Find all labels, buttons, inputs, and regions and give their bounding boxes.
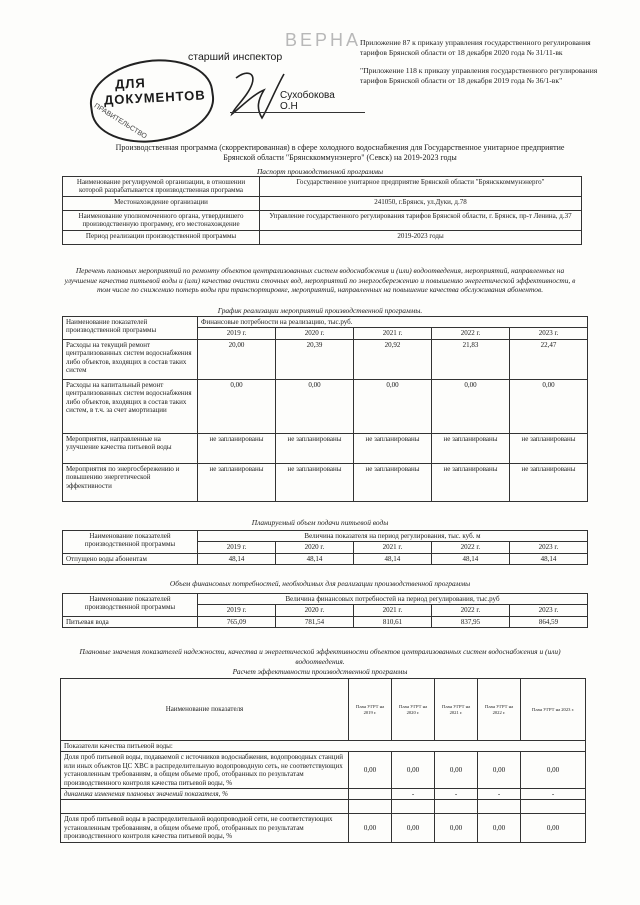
volume-header-left: Наименование показателей производственной программы [63, 531, 198, 554]
measure-value: не запланированы [276, 463, 354, 501]
measures-title: Перечень плановых мероприятий по ремонту объектов централизованных систем водоснабжения и (или) водоотведения, мероприятий, направленных на улучшение качества питьевой воды и (или) качества очистки сточных вод, мероприятий по энергосбережению и повышению энергетической эффективности, в том числе по снижению потерь воды при транспортировке, мероприятий, направленных на повышение качества обслуживания абонентов. [64, 266, 576, 295]
passport-value: Государственное унитарное предприятие Брянской области "Брянсккоммунэнерго" [260, 177, 582, 197]
finance-title: Объем финансовых потребностей, необходимых для реализации производственной программы [169, 579, 471, 588]
indicator-name: Доля проб питьевой воды в распределительной водопроводной сети, не соответствующих установленным требованиям, в общем объеме проб, отобранных по результатам производственного контроля качества питьевой воды, % [61, 814, 349, 842]
indicator-value: 0,00 [349, 814, 392, 842]
indicator-spacer [349, 800, 392, 814]
table-row [61, 788, 586, 799]
for-documents-stamp-line2: ДОКУМЕНТОВ [103, 87, 207, 108]
measure-value: 21,83 [432, 339, 510, 379]
table-row [61, 814, 586, 842]
finance-value: 765,09 [198, 616, 276, 627]
year-header: 2020 г. [275, 605, 353, 616]
table-row [63, 594, 588, 605]
table-row [63, 379, 588, 433]
measure-value: 0,00 [354, 379, 432, 433]
table-row [61, 752, 586, 789]
table-row [61, 800, 586, 814]
indicator-value: 0,00 [478, 814, 521, 842]
indicator-dynamics-value [349, 788, 392, 799]
indicator-dynamics-value: - [435, 788, 478, 799]
efficiency-calc-title: Расчет эффективности производственной программы [232, 667, 408, 676]
stamp-rim-text: ПРАВИТЕЛЬСТВО [92, 102, 148, 141]
table-row [63, 339, 588, 379]
table-row [63, 433, 588, 463]
year-header: 2022 г. [432, 328, 510, 339]
measure-value: 0,00 [276, 379, 354, 433]
table-row [63, 553, 588, 564]
year-header: 2020 г. [276, 328, 354, 339]
indicator-dynamics-name: динамика изменения плановых значений показателя, % [61, 788, 349, 799]
for-documents-stamp-line1: ДЛЯ [114, 75, 147, 92]
passport-label: Наименование уполномоченного органа, утвердившего производственную программу, его местонахождение [63, 210, 260, 230]
verna-watermark: ВЕРНА [285, 30, 362, 50]
measure-value: не запланированы [354, 463, 432, 501]
appendix-note-2: "Приложение 118 к приказу управления государственного регулирования тарифов Брянской области от 18 декабря 2019 года № 36/1-вк" [360, 65, 598, 85]
indicator-header-name: Наименование показателя [61, 679, 349, 741]
volume-value: 48,14 [509, 553, 587, 564]
finance-table [62, 593, 588, 628]
table-row [63, 463, 588, 501]
passport-label: Местонахождение организации [63, 196, 260, 210]
indicator-year-header: План УГРТ на 2021 г. [435, 679, 478, 741]
indicator-value: 0,00 [478, 752, 521, 789]
indicator-dynamics-value: - [392, 788, 435, 799]
measure-value: не запланированы [276, 433, 354, 463]
signer-name: Сухобокова О.Н [280, 90, 335, 112]
measure-value: 0,00 [198, 379, 276, 433]
finance-header-right: Величина финансовых потребностей на период регулирования, тыс.руб [198, 594, 588, 605]
finance-value: 781,54 [275, 616, 353, 627]
measure-name: Расходы на текущий ремонт централизованных систем водоснабжения либо объектов, входящих в состав таких систем [63, 339, 198, 379]
measure-value: не запланированы [354, 433, 432, 463]
table-row [63, 317, 588, 328]
measures-header-right: Финансовые потребности на реализацию, тыс.руб. [198, 317, 588, 328]
year-header: 2019 г. [198, 328, 276, 339]
table-row [63, 177, 582, 197]
finance-value: 810,61 [353, 616, 431, 627]
schedule-title: График реализации мероприятий производственной программы. [217, 306, 423, 315]
table-row [63, 210, 582, 230]
finance-row-name: Питьевая вода [63, 616, 198, 627]
indicators-table [60, 678, 586, 843]
measures-header-left: Наименование показателей производственной программы [63, 317, 198, 340]
indicator-value: 0,00 [392, 752, 435, 789]
volume-value: 48,14 [275, 553, 353, 564]
measure-value: 20,39 [276, 339, 354, 379]
appendix-notes [360, 38, 605, 93]
measure-value: 0,00 [510, 379, 588, 433]
indicator-value: 0,00 [392, 814, 435, 842]
finance-value: 837,95 [431, 616, 509, 627]
passport-value: 241050, г.Брянск, ул.Дуки, д.78 [260, 196, 582, 210]
volume-value: 48,14 [431, 553, 509, 564]
year-header: 2019 г. [198, 542, 276, 553]
indicator-value: 0,00 [521, 752, 586, 789]
indicator-dynamics-value: - [478, 788, 521, 799]
year-header: 2021 г. [353, 542, 431, 553]
measure-value: 20,92 [354, 339, 432, 379]
indicator-year-header: План УГРТ на 2020 г. [392, 679, 435, 741]
indicator-value: 0,00 [521, 814, 586, 842]
table-row [61, 679, 586, 741]
table-row [63, 616, 588, 627]
volume-title: Планируемый объем подачи питьевой воды [251, 518, 389, 527]
passport-value: Управление государственного регулирования тарифов Брянской области, г. Брянск, пр-т Ленина, д.37 [260, 210, 582, 230]
indicator-value: 0,00 [349, 752, 392, 789]
appendix-note-1: Приложение 87 к приказу управления государственного регулирования тарифов Брянской области от 18 декабря 2020 года № 31/11-вк [360, 38, 591, 58]
year-header: 2023 г. [509, 605, 587, 616]
measure-value: 20,00 [198, 339, 276, 379]
volume-row-name: Отпущено воды абонентам [63, 553, 198, 564]
indicator-spacer [392, 800, 435, 814]
indicator-section-title: Показатели качества питьевой воды: [61, 741, 586, 752]
inspector-title: старший инспектор [188, 51, 283, 63]
year-header: 2023 г. [510, 328, 588, 339]
indicator-name: Доля проб питьевой воды, подаваемой с источников водоснабжения, водопроводных станций или иных объектов ЦС ХВС в распределительную водопроводную сеть, не соответствующих установленным требованиям, в общем объеме проб, отобранных по результатам производственного контроля качества питьевой воды, % [61, 752, 349, 789]
indicator-value: 0,00 [435, 752, 478, 789]
indicator-spacer [478, 800, 521, 814]
indicator-spacer [435, 800, 478, 814]
indicator-year-header: План УГРТ на 2019 г. [349, 679, 392, 741]
measure-value: 22,47 [510, 339, 588, 379]
measure-value: не запланированы [198, 433, 276, 463]
indicator-year-header: План УГРТ на 2022 г. [478, 679, 521, 741]
handwritten-signature-icon [228, 68, 288, 123]
year-header: 2020 г. [275, 542, 353, 553]
passport-title: Паспорт производственной программы [256, 167, 384, 176]
volume-value: 48,14 [353, 553, 431, 564]
measure-name: Мероприятия по энергосбережению и повышению энергетической эффективности [63, 463, 198, 501]
year-header: 2021 г. [353, 605, 431, 616]
measure-value: не запланированы [432, 433, 510, 463]
table-row [63, 196, 582, 210]
table-row [63, 230, 582, 244]
indicator-spacer [521, 800, 586, 814]
measure-value: не запланированы [198, 463, 276, 501]
table-row [61, 741, 586, 752]
measure-value: не запланированы [432, 463, 510, 501]
measure-value: не запланированы [510, 433, 588, 463]
finance-value: 864,59 [509, 616, 587, 627]
document-title: Производственная программа (скорректированная) в сфере холодного водоснабжения для Государственное унитарное предприятие Брянской области "Брянсккоммунэнерго" (Севск) на 2019-2023 годы [115, 143, 565, 163]
year-header: 2022 г. [431, 605, 509, 616]
measures-table [62, 316, 588, 502]
year-header: 2023 г. [509, 542, 587, 553]
measure-name: Расходы на капитальный ремонт централизованных систем водоснабжения либо объектов, входящих в состав таких систем, в т.ч. за счет амортизации [63, 379, 198, 433]
passport-label: Наименование регулируемой организации, в отношении которой разрабатывается производственная программа [63, 177, 260, 197]
year-header: 2021 г. [354, 328, 432, 339]
indicator-value: 0,00 [435, 814, 478, 842]
passport-value: 2019-2023 годы [260, 230, 582, 244]
measure-name: Мероприятия, направленные на улучшение качества питьевой воды [63, 433, 198, 463]
year-header: 2022 г. [431, 542, 509, 553]
table-row [63, 531, 588, 542]
year-header: 2019 г. [198, 605, 276, 616]
volume-value: 48,14 [198, 553, 276, 564]
finance-header-left: Наименование показателей производственной программы [63, 594, 198, 617]
indicator-spacer [61, 800, 349, 814]
passport-table [62, 176, 582, 245]
indicator-year-header: План УГРТ на 2023 г. [521, 679, 586, 741]
passport-label: Период реализации производственной программы [63, 230, 260, 244]
certification-stamp-area [70, 30, 362, 150]
measure-value: 0,00 [432, 379, 510, 433]
indicator-dynamics-value: - [521, 788, 586, 799]
volume-header-right: Величина показателя на период регулирования, тыс. куб. м [198, 531, 588, 542]
signature-line [230, 112, 365, 113]
planned-values-title: Плановые значения показателей надежности, качества и энергетической эффективности объектов централизованных систем водоснабжения и (или) водоотведения. [79, 647, 561, 666]
volume-table [62, 530, 588, 565]
measure-value: не запланированы [510, 463, 588, 501]
